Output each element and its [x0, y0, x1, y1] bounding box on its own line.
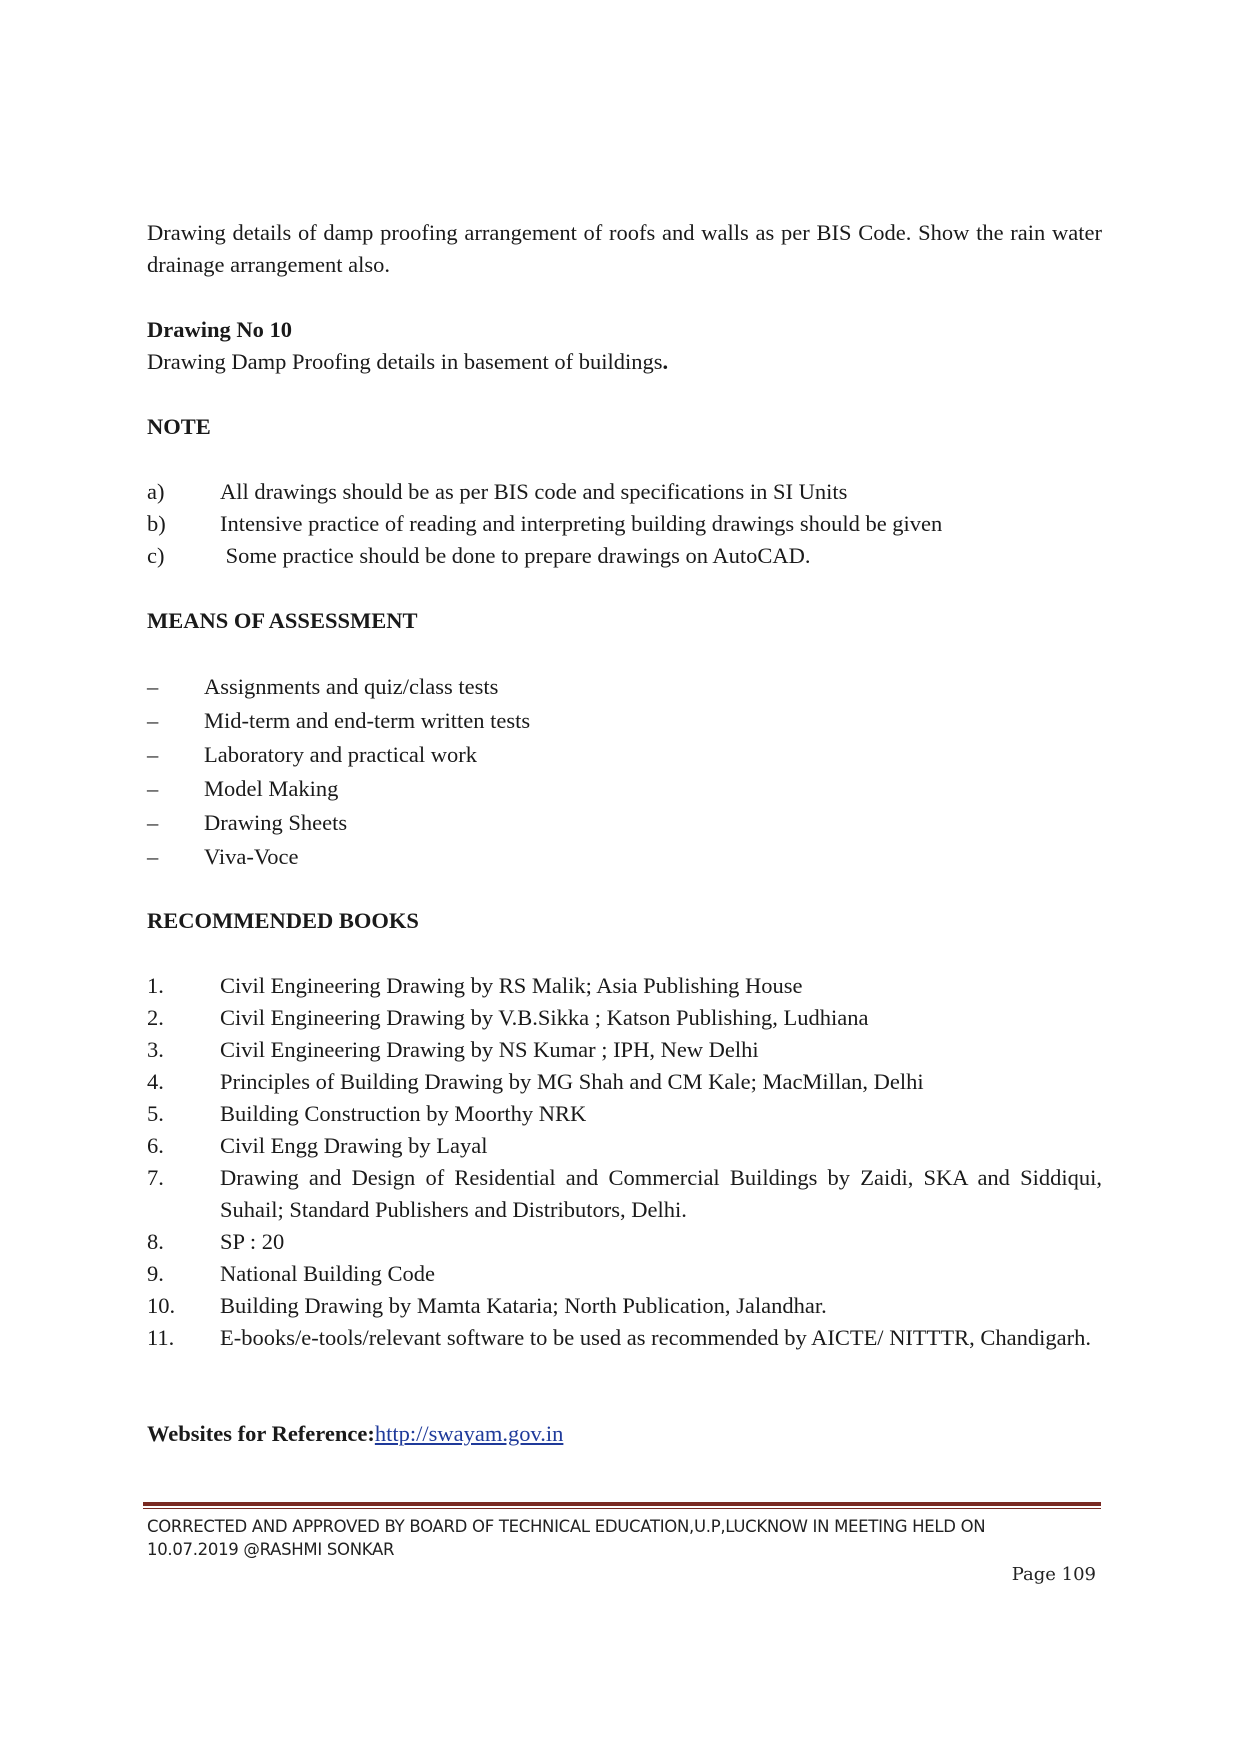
note-item-label: a) — [147, 479, 165, 504]
book-number: 8. — [147, 1229, 164, 1254]
means-heading: MEANS OF ASSESSMENT — [147, 608, 418, 633]
means-item — [147, 806, 1102, 840]
websites-label: Websites for Reference: — [147, 1421, 375, 1446]
note-item-text: Intensive practice of reading and interpreting building drawings should be given — [220, 511, 943, 536]
books-heading: RECOMMENDED BOOKS — [147, 908, 419, 933]
note-item-label: c) — [147, 543, 165, 568]
drawing-description-text: Drawing Damp Proofing details in basement of buildings — [147, 349, 663, 374]
book-number: 9. — [147, 1261, 164, 1286]
book-text: Drawing and Design of Residential and Commercial Buildings by Zaidi, SKA and Siddiqui, Suhail; Standard Publishers and Distributors, Delhi. — [220, 1165, 1102, 1222]
book-text: Principles of Building Drawing by MG Shah and CM Kale; MacMillan, Delhi — [220, 1069, 924, 1094]
book-item — [147, 1162, 1102, 1226]
means-list — [147, 670, 1102, 874]
drawing-section — [147, 314, 1102, 378]
footer-rule-thin — [143, 1508, 1101, 1509]
book-number: 7. — [147, 1165, 164, 1190]
book-item — [147, 1226, 1102, 1258]
book-item — [147, 1258, 1102, 1290]
means-item — [147, 738, 1102, 772]
book-number: 6. — [147, 1133, 164, 1158]
book-number: 11. — [147, 1325, 175, 1350]
means-item-text: Model Making — [204, 776, 339, 801]
book-item — [147, 1290, 1102, 1322]
book-item — [147, 1066, 1102, 1098]
book-text: E-books/e-tools/relevant software to be used as recommended by AICTE/ NITTTR, Chandigarh. — [220, 1325, 1092, 1350]
note-item — [147, 540, 1102, 572]
book-number: 4. — [147, 1069, 164, 1094]
book-item — [147, 1002, 1102, 1034]
page-number: Page 109 — [1011, 1564, 1096, 1585]
book-text: Building Drawing by Mamta Kataria; North Publication, Jalandhar. — [220, 1293, 827, 1318]
means-item — [147, 772, 1102, 806]
means-item — [147, 704, 1102, 738]
book-item — [147, 1130, 1102, 1162]
book-text: Civil Engineering Drawing by V.B.Sikka ; Katson Publishing, Ludhiana — [220, 1005, 869, 1030]
note-item — [147, 476, 1102, 508]
drawing-description — [147, 346, 1102, 378]
intro-paragraph: Drawing details of damp proofing arrangement of roofs and walls as per BIS Code. Show the rain water drainage arrangement also. — [147, 220, 1102, 277]
drawing-description-period: . — [662, 349, 669, 374]
book-item — [147, 1034, 1102, 1066]
means-item — [147, 840, 1102, 874]
book-item — [147, 1322, 1102, 1354]
means-item-text: Laboratory and practical work — [204, 742, 477, 767]
note-list — [147, 476, 1102, 572]
book-text: Civil Engineering Drawing by RS Malik; Asia Publishing House — [220, 973, 803, 998]
footer-rule-thick — [143, 1502, 1101, 1506]
means-item-text: Assignments and quiz/class tests — [204, 674, 499, 699]
footer-line-1: CORRECTED AND APPROVED BY BOARD OF TECHNICAL EDUCATION,U.P,LUCKNOW IN MEETING HELD ON — [147, 1517, 986, 1536]
means-item — [147, 670, 1102, 704]
footer-text — [147, 1515, 1102, 1561]
book-text: National Building Code — [220, 1261, 435, 1286]
book-text: Civil Engineering Drawing by NS Kumar ; IPH, New Delhi — [220, 1037, 759, 1062]
book-text: Building Construction by Moorthy NRK — [220, 1101, 587, 1126]
book-text: Civil Engg Drawing by Layal — [220, 1133, 488, 1158]
book-text: SP : 20 — [220, 1229, 285, 1254]
dash-bullet: – — [147, 708, 159, 733]
book-number: 10. — [147, 1293, 176, 1318]
book-number: 5. — [147, 1101, 164, 1126]
book-item — [147, 1098, 1102, 1130]
note-heading: NOTE — [147, 414, 211, 439]
note-item-label: b) — [147, 511, 166, 536]
dash-bullet: – — [147, 776, 159, 801]
swayam-link[interactable]: http://swayam.gov.in — [374, 1421, 564, 1446]
means-item-text: Drawing Sheets — [204, 810, 348, 835]
book-item — [147, 970, 1102, 1002]
book-number: 3. — [147, 1037, 164, 1062]
drawing-title: Drawing No 10 — [147, 317, 292, 342]
dash-bullet: – — [147, 844, 159, 869]
means-item-text: Mid-term and end-term written tests — [204, 708, 531, 733]
websites-reference — [147, 1418, 1102, 1450]
books-list — [147, 970, 1102, 1354]
means-item-text: Viva-Voce — [204, 844, 299, 869]
dash-bullet: – — [147, 810, 159, 835]
footer-line-2: 10.07.2019 @RASHMI SONKAR — [147, 1540, 395, 1559]
dash-bullet: – — [147, 742, 159, 767]
note-item-text: All drawings should be as per BIS code and specifications in SI Units — [220, 479, 848, 504]
book-number: 1. — [147, 973, 164, 998]
dash-bullet: – — [147, 674, 159, 699]
note-item — [147, 508, 1102, 540]
book-number: 2. — [147, 1005, 164, 1030]
note-item-text: Some practice should be done to prepare drawings on AutoCAD. — [220, 543, 811, 568]
